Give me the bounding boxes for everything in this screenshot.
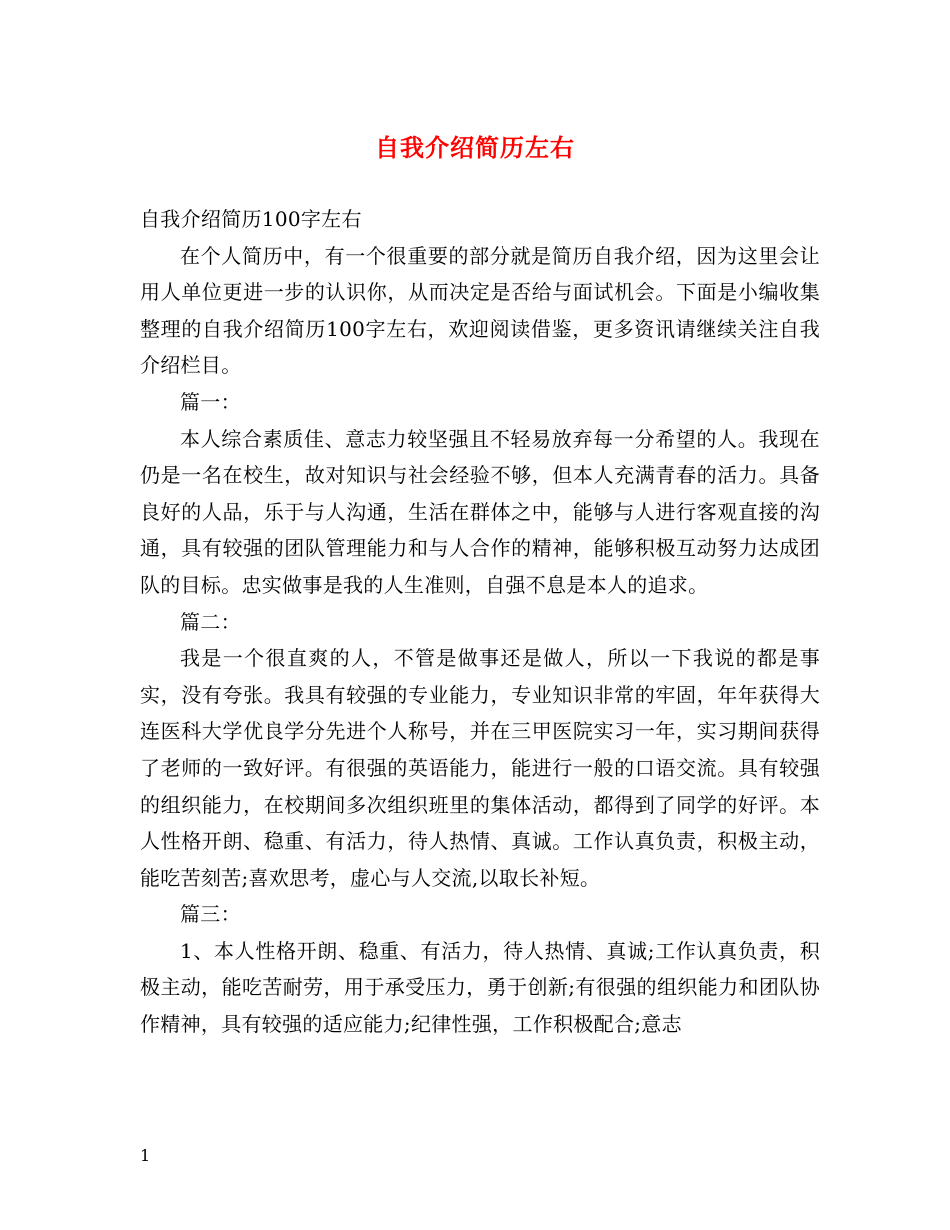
section-heading-three: 篇三：	[180, 902, 241, 927]
section-two-paragraph: 我是一个很直爽的人，不管是做事还是做人，所以一下我说的都是事实，没有夸张。我具有较强的专业能力，专业知识非常的牢固，年年获得大连医科大学优良学分先进个人称号，并在三甲医院实习一年，实习期间获得了老师的一致好评。有很强的英语能力，能进行一般的口语交流。具有较强的组织能力，在校期间多次组织班里的集体活动，都得到了同学的好评。本人性格开朗、稳重、有活力，待人热情、真诚。工作认真负责，积极主动，能吃苦刻苦;喜欢思考，虚心与人交流,以取长补短。	[140, 646, 820, 890]
page-number: 1	[140, 1146, 151, 1165]
intro-paragraph: 在个人简历中，有一个很重要的部分就是简历自我介绍，因为这里会让用人单位更进一步的认识你，从而决定是否给与面试机会。下面是小编收集整理的自我介绍简历100字左右，欢迎阅读借鉴，更多资讯请继续关注自我介绍栏目。	[140, 243, 820, 378]
document-title: 自我介绍简历左右	[375, 133, 575, 162]
section-heading-two: 篇二：	[180, 609, 241, 634]
document-body	[140, 201, 820, 1043]
section-one-paragraph: 本人综合素质佳、意志力较坚强且不轻易放弃每一分希望的人。我现在仍是一名在校生，故对知识与社会经验不够，但本人充满青春的活力。具备良好的人品，乐于与人沟通，生活在群体之中，能够与人进行客观直接的沟通，具有较强的团队管理能力和与人合作的精神，能够积极互动努力达成团队的目标。忠实做事是我的人生准则，自强不息是本人的追求。	[140, 426, 820, 597]
document-subtitle: 自我介绍简历100字左右	[140, 207, 362, 231]
section-three-paragraph: 1、本人性格开朗、稳重、有活力，待人热情、真诚;工作认真负责，积极主动，能吃苦耐劳，用于承受压力，勇于创新;有很强的组织能力和团队协作精神，具有较强的适应能力;纪律性强，工作积极配合;意志	[140, 938, 820, 1037]
section-heading-one: 篇一：	[180, 389, 241, 414]
